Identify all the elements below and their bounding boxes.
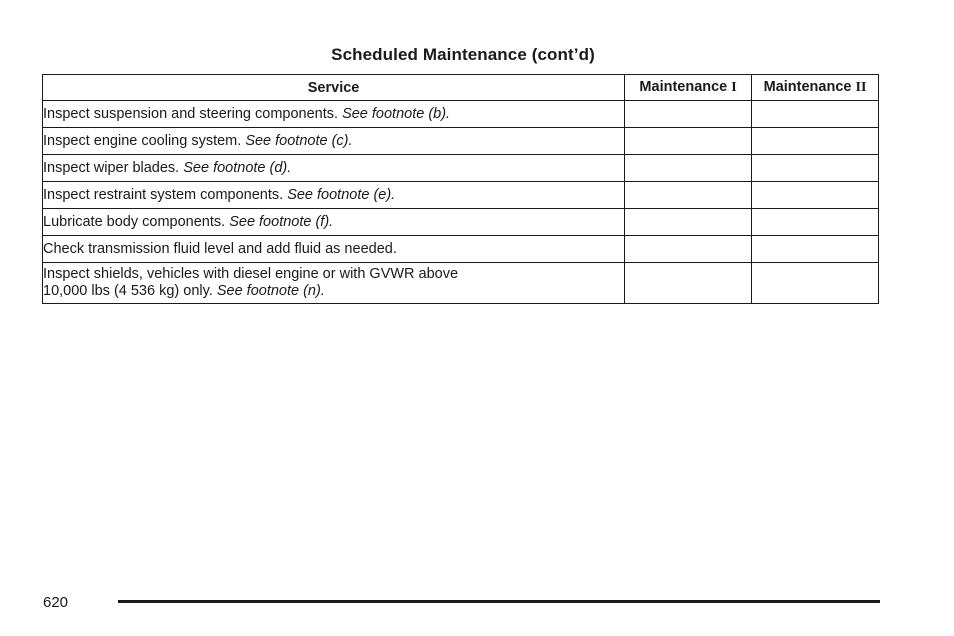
table-row — [43, 155, 879, 182]
column-header-maintenance-1-text: Maintenance — [639, 79, 732, 95]
service-cell — [43, 128, 625, 155]
maintenance-1-cell — [625, 263, 752, 304]
page-title: Scheduled Maintenance (cont’d) — [331, 45, 595, 64]
maintenance-2-cell — [752, 209, 879, 236]
table-row — [43, 101, 879, 128]
service-cell — [43, 155, 625, 182]
service-text: 10,000 lbs (4 536 kg) only. — [43, 283, 217, 299]
service-cell — [43, 263, 625, 304]
service-cell — [43, 236, 625, 263]
table-row — [43, 236, 879, 263]
maintenance-1-cell — [625, 236, 752, 263]
service-text: Lubricate body components. — [43, 213, 230, 230]
footnote-reference: See footnote (c). — [245, 132, 353, 149]
footer-rule — [118, 600, 880, 603]
footnote-reference: See footnote (e). — [287, 186, 396, 203]
service-text: Inspect engine cooling system. — [43, 132, 246, 149]
maintenance-2-cell — [752, 236, 879, 263]
maintenance-1-cell — [625, 182, 752, 209]
column-header-maintenance-2-numeral: II — [855, 80, 867, 95]
maintenance-2-cell — [752, 101, 879, 128]
service-text: Inspect suspension and steering components. — [43, 105, 343, 122]
maintenance-2-cell — [752, 263, 879, 304]
maintenance-1-cell — [625, 209, 752, 236]
table-header-row — [43, 75, 879, 101]
maintenance-1-cell — [625, 101, 752, 128]
maintenance-2-cell — [752, 155, 879, 182]
table-row — [43, 182, 879, 209]
service-text: Inspect restraint system components. — [43, 186, 288, 203]
column-header-maintenance-1-numeral: I — [731, 80, 737, 95]
column-header-service: Service — [43, 75, 625, 101]
maintenance-2-cell — [752, 182, 879, 209]
service-cell — [43, 209, 625, 236]
footnote-reference: See footnote (f). — [229, 213, 334, 230]
footnote-reference: See footnote (n). — [216, 283, 325, 299]
footnote-reference: See footnote (d). — [183, 159, 292, 176]
column-header-maintenance-2 — [752, 75, 879, 101]
table-row — [43, 263, 879, 304]
table-row — [43, 209, 879, 236]
service-text-line-1: Inspect shields, vehicles with diesel engine or with GVWR above — [43, 266, 459, 282]
maintenance-1-cell — [625, 155, 752, 182]
column-header-maintenance-2-text: Maintenance — [763, 79, 856, 95]
maintenance-2-cell — [752, 128, 879, 155]
service-cell — [43, 101, 625, 128]
service-text: Check transmission fluid level and add fluid as needed. — [43, 240, 397, 257]
maintenance-table — [42, 74, 879, 304]
page-number: 620 — [43, 594, 69, 611]
table-row — [43, 128, 879, 155]
column-header-maintenance-1 — [625, 75, 752, 101]
maintenance-1-cell — [625, 128, 752, 155]
footnote-reference: See footnote (b). — [342, 105, 451, 122]
service-text: Inspect wiper blades. — [43, 159, 184, 176]
service-cell — [43, 182, 625, 209]
